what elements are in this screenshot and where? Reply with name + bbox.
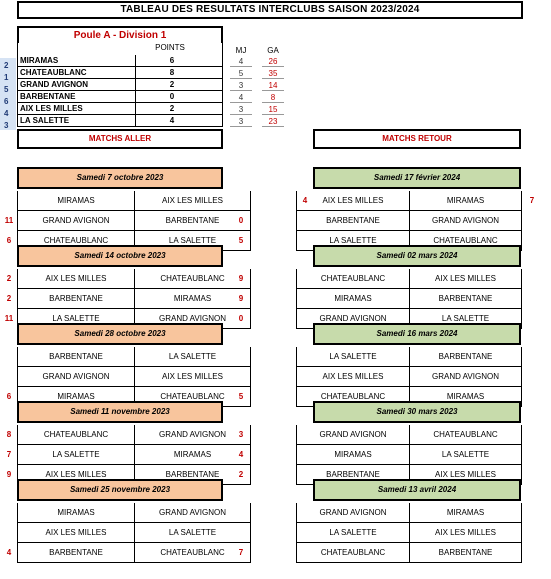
match-row [296, 445, 522, 465]
team-name: LA SALETTE [20, 116, 70, 125]
home-score: 2 [6, 294, 12, 303]
matchday-date: Samedi 14 octobre 2023 [17, 245, 223, 267]
away-team: AIX LES MILLES [162, 196, 223, 205]
standings-row [18, 79, 222, 91]
matches-played: 3 [230, 78, 252, 91]
retour-matchday [290, 245, 551, 329]
away-team: GRAND AVIGNON [159, 508, 226, 517]
home-score [2, 503, 16, 523]
standings-row [18, 103, 222, 115]
away-team: AIX LES MILLES [162, 372, 223, 381]
retour-matchday [290, 323, 551, 407]
home-score: 11 [4, 216, 14, 225]
games-average: 15 [262, 102, 284, 115]
page-title: TABLEAU DES RESULTATS INTERCLUBS SAISON 2023/2024 [17, 1, 523, 19]
match-row [296, 425, 522, 445]
away-team: BARBENTANE [165, 470, 220, 479]
match-row [296, 191, 522, 211]
home-team: BARBENTANE [326, 216, 380, 225]
home-team: BARBENTANE [49, 548, 103, 557]
away-team: MIRAMAS [173, 450, 212, 459]
match-row [17, 289, 251, 309]
column-divider [135, 115, 136, 126]
home-team: MIRAMAS [57, 392, 95, 401]
matchs-retour-header: MATCHS RETOUR [313, 129, 521, 149]
column-divider [135, 67, 136, 78]
away-score [525, 289, 539, 309]
home-score [2, 523, 16, 543]
team-points: 8 [169, 68, 175, 77]
home-score: 9 [6, 470, 12, 479]
ga-header: GA [267, 46, 279, 55]
home-team: LA SALETTE [329, 528, 377, 537]
team-rank: 2 [0, 58, 16, 70]
matchday-date: Samedi 28 octobre 2023 [17, 323, 223, 345]
matchday-date: Samedi 02 mars 2024 [313, 245, 521, 267]
home-score [2, 347, 16, 367]
away-score: 3 [238, 430, 244, 439]
home-team: CHATEAUBLANC [320, 274, 386, 283]
match-row [17, 211, 251, 231]
away-team: GRAND AVIGNON [432, 372, 499, 381]
home-team: GRAND AVIGNON [42, 372, 110, 381]
match-row [17, 425, 251, 445]
away-team: MIRAMAS [446, 392, 485, 401]
away-score [234, 367, 248, 387]
matchday-date: Samedi 25 novembre 2023 [17, 479, 223, 501]
away-score [525, 269, 539, 289]
away-team: AIX LES MILLES [435, 470, 496, 479]
mj-header: MJ [235, 46, 247, 55]
matchday-date: Samedi 30 mars 2023 [313, 401, 521, 423]
home-score [298, 523, 312, 543]
column-divider [135, 91, 136, 102]
home-team: LA SALETTE [52, 450, 100, 459]
home-score: 11 [4, 314, 14, 323]
away-team: GRAND AVIGNON [159, 430, 226, 439]
home-team: CHATEAUBLANC [320, 548, 386, 557]
match-row [296, 289, 522, 309]
home-team: GRAND AVIGNON [319, 314, 387, 323]
standings-row [18, 91, 222, 103]
away-score [525, 445, 539, 465]
away-team: BARBENTANE [165, 216, 220, 225]
home-team: CHATEAUBLANC [43, 430, 109, 439]
team-rank: 1 [0, 70, 16, 82]
away-team: CHATEAUBLANC [160, 392, 225, 401]
home-team: AIX LES MILLES [322, 372, 384, 381]
home-score: 6 [6, 392, 12, 401]
matchday-date: Samedi 13 avril 2024 [313, 479, 521, 501]
home-team: BARBENTANE [326, 470, 380, 479]
away-score: 5 [238, 392, 244, 401]
away-team: GRAND AVIGNON [159, 314, 226, 323]
away-score: 4 [238, 450, 244, 459]
home-team: LA SALETTE [329, 236, 377, 245]
home-team: BARBENTANE [49, 294, 103, 303]
away-score [525, 543, 539, 563]
home-score [298, 347, 312, 367]
home-score [298, 367, 312, 387]
away-score: 0 [238, 314, 244, 323]
away-team: CHATEAUBLANC [160, 548, 225, 557]
away-score [234, 523, 248, 543]
standings-row [18, 115, 222, 127]
match-row [296, 269, 522, 289]
aller-matchday [0, 323, 260, 407]
home-score: 4 [6, 548, 12, 557]
points-header: POINTS [155, 43, 185, 52]
match-row [17, 445, 251, 465]
matchday-date: Samedi 17 février 2024 [313, 167, 521, 189]
team-name: BARBENTANE [20, 92, 76, 101]
home-score [2, 367, 16, 387]
match-row [17, 543, 251, 563]
away-score [525, 503, 539, 523]
away-score [234, 503, 248, 523]
match-row [17, 503, 251, 523]
team-rank: 3 [0, 118, 16, 130]
away-score: 0 [238, 216, 244, 225]
home-score: 7 [6, 450, 12, 459]
home-score: 6 [6, 236, 12, 245]
home-team: MIRAMAS [57, 508, 95, 517]
away-team: LA SALETTE [441, 450, 490, 459]
retour-matchday [290, 479, 551, 563]
match-row [296, 211, 522, 231]
games-average: 26 [262, 54, 284, 67]
home-team: MIRAMAS [334, 450, 372, 459]
matches-played: 5 [230, 66, 252, 79]
home-score [298, 425, 312, 445]
home-score [2, 191, 16, 211]
home-score: 4 [302, 196, 308, 205]
home-score [298, 503, 312, 523]
away-team: LA SALETTE [168, 528, 217, 537]
aller-matchday [0, 245, 260, 329]
match-row [296, 523, 522, 543]
away-team: CHATEAUBLANC [433, 236, 498, 245]
away-team: MIRAMAS [446, 508, 485, 517]
home-team: MIRAMAS [57, 196, 95, 205]
team-points: 6 [169, 56, 175, 65]
standings-row [18, 55, 222, 67]
match-row [296, 503, 522, 523]
poule-title: Poule A - Division 1 [17, 26, 223, 43]
home-team: LA SALETTE [52, 314, 100, 323]
match-row [17, 269, 251, 289]
team-name: MIRAMAS [20, 56, 59, 65]
home-team: CHATEAUBLANC [320, 392, 386, 401]
home-score [298, 543, 312, 563]
matches-played: 4 [230, 90, 252, 103]
away-score [525, 211, 539, 231]
away-score [234, 191, 248, 211]
home-team: LA SALETTE [329, 352, 377, 361]
away-score: 2 [238, 470, 244, 479]
home-team: AIX LES MILLES [45, 274, 107, 283]
home-score [298, 289, 312, 309]
match-row [296, 543, 522, 563]
column-divider [135, 55, 136, 66]
away-team: BARBENTANE [438, 352, 493, 361]
games-average: 23 [262, 114, 284, 127]
home-team: MIRAMAS [334, 294, 372, 303]
games-average: 35 [262, 66, 284, 79]
home-score [298, 211, 312, 231]
away-team: AIX LES MILLES [435, 528, 496, 537]
home-score: 2 [6, 274, 12, 283]
matchday-date: Samedi 7 octobre 2023 [17, 167, 223, 189]
away-score: 7 [529, 196, 535, 205]
away-score: 7 [238, 548, 244, 557]
matches-played: 3 [230, 114, 252, 127]
team-points: 2 [169, 104, 175, 113]
away-score [525, 523, 539, 543]
home-score: 8 [6, 430, 12, 439]
away-team: GRAND AVIGNON [432, 216, 499, 225]
retour-matchday [290, 167, 551, 251]
away-score [525, 367, 539, 387]
away-score [525, 425, 539, 445]
home-team: AIX LES MILLES [45, 528, 107, 537]
retour-matchday [290, 401, 551, 485]
aller-matchday [0, 401, 260, 485]
home-score [298, 445, 312, 465]
match-row [17, 523, 251, 543]
standings-table [17, 43, 223, 127]
team-rank: 4 [0, 106, 16, 118]
team-points: 0 [169, 92, 175, 101]
away-team: CHATEAUBLANC [433, 430, 498, 439]
match-row [17, 191, 251, 211]
column-divider [135, 79, 136, 90]
home-team: GRAND AVIGNON [319, 430, 387, 439]
team-rank: 5 [0, 82, 16, 94]
away-team: MIRAMAS [173, 294, 212, 303]
team-name: CHATEAUBLANC [20, 68, 87, 77]
match-row [296, 367, 522, 387]
team-points: 4 [169, 116, 175, 125]
away-team: CHATEAUBLANC [160, 274, 225, 283]
team-rank: 6 [0, 94, 16, 106]
home-score [298, 269, 312, 289]
away-team: BARBENTANE [438, 548, 493, 557]
home-team: CHATEAUBLANC [43, 236, 109, 245]
away-team: MIRAMAS [446, 196, 485, 205]
column-divider [135, 103, 136, 114]
away-score [234, 347, 248, 367]
games-average: 14 [262, 78, 284, 91]
home-team: BARBENTANE [49, 352, 103, 361]
away-team: AIX LES MILLES [435, 274, 496, 283]
aller-matchday [0, 479, 260, 563]
matches-played: 4 [230, 54, 252, 67]
aller-matchday [0, 167, 260, 251]
match-row [17, 367, 251, 387]
away-score [525, 347, 539, 367]
match-row [296, 347, 522, 367]
home-team: AIX LES MILLES [322, 196, 384, 205]
matchday-date: Samedi 16 mars 2024 [313, 323, 521, 345]
away-score: 9 [238, 294, 244, 303]
matchs-aller-header: MATCHS ALLER [17, 129, 223, 149]
team-name: AIX LES MILLES [20, 104, 83, 113]
away-team: LA SALETTE [168, 236, 217, 245]
match-row [17, 347, 251, 367]
matches-played: 3 [230, 102, 252, 115]
home-team: AIX LES MILLES [45, 470, 107, 479]
away-score: 5 [238, 236, 244, 245]
away-team: LA SALETTE [168, 352, 217, 361]
away-team: BARBENTANE [438, 294, 493, 303]
team-name: GRAND AVIGNON [20, 80, 88, 89]
games-average: 8 [262, 90, 284, 103]
home-team: GRAND AVIGNON [42, 216, 110, 225]
matchday-date: Samedi 11 novembre 2023 [17, 401, 223, 423]
away-team: LA SALETTE [441, 314, 490, 323]
home-team: GRAND AVIGNON [319, 508, 387, 517]
standings-row [18, 67, 222, 79]
away-score: 9 [238, 274, 244, 283]
team-points: 2 [169, 80, 175, 89]
